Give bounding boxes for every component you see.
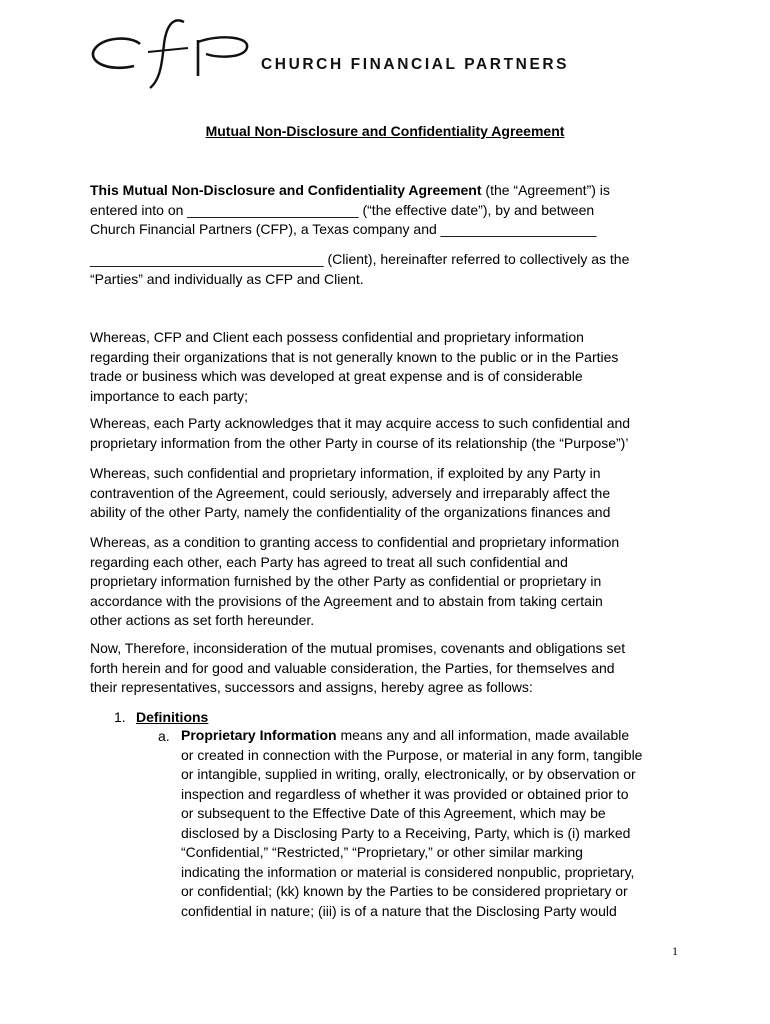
intro-line-2: entered into on ______________________ (“the effective date”), by and between: [90, 201, 595, 218]
text-line: regarding their organizations that is not generally known to the public or in the Parties: [90, 348, 619, 365]
text-line: contravention of the Agreement, could seriously, adversely and irreparably affect the: [90, 484, 611, 501]
text-line: “Confidential,” “Restricted,” “Proprietary,” or other similar marking: [181, 844, 583, 860]
intro-bold-lead: This Mutual Non-Disclosure and Confidentiality Agreement: [90, 182, 482, 198]
section-1-heading: Definitions: [136, 709, 209, 725]
text-line: or created in connection with the Purpose, or material in any form, tangible: [181, 746, 643, 763]
text-line: accordance with the provisions of the Agreement and to abstain from taking certain: [90, 592, 603, 609]
text-line: confidential in nature; (iii) is of a nature that the Disclosing Party would: [181, 902, 617, 919]
whereas-paragraph-1: [90, 328, 690, 406]
text-line: Whereas, each Party acknowledges that it may acquire access to such confidential and: [90, 415, 631, 431]
text-line: or confidential; (kk) known by the Parties to be considered proprietary or: [181, 883, 628, 899]
text-line: trade or business which was developed at great expense and is of considerable: [90, 368, 583, 384]
item-a-body: [181, 726, 701, 921]
text-line: Whereas, as a condition to granting access to confidential and proprietary information: [90, 534, 620, 550]
text-line: Now, Therefore, inconsideration of the mutual promises, covenants and obligations set: [90, 640, 626, 656]
text-line: inspection and regardless of whether it was provided or obtained prior to: [181, 785, 629, 802]
text-line: forth herein and for good and valuable consideration, the Parties, for themselves and: [90, 659, 615, 676]
intro-line-3: Church Financial Partners (CFP), a Texas company and ____________________: [90, 221, 597, 237]
intro-line-1: [90, 181, 690, 201]
text-line: or subsequent to the Effective Date of this Agreement, which may be: [181, 805, 606, 821]
text-line: other actions as set forth hereunder.: [90, 612, 315, 628]
intro-paragraph-cont: [90, 250, 690, 289]
text-line: disclosed by a Disclosing Party to a Receiving, Party, which is (i) marked: [181, 824, 631, 841]
whereas-paragraph-4: [90, 533, 690, 631]
cfp-logo-mark: [88, 14, 258, 94]
whereas-paragraph-3: [90, 464, 690, 523]
page-number: 1: [672, 944, 678, 958]
section-1-number: 1.: [114, 709, 126, 725]
text-line: importance to each party;: [90, 387, 248, 404]
text-line: or intangible, supplied in writing, orally, electronically, or by observation or: [181, 766, 636, 782]
item-a-term: Proprietary Information: [181, 727, 337, 743]
text-line: their representatives, successors and assigns, hereby agree as follows:: [90, 679, 533, 695]
text-line: indicating the information or material is considered nonpublic, proprietary,: [181, 863, 635, 880]
text-line: proprietary information furnished by the other Party as confidential or proprietary in: [90, 573, 602, 589]
item-a-first-line-rest: means any and all information, made available: [336, 727, 630, 743]
text-line: regarding each other, each Party has agreed to treat all such confidential and: [90, 553, 568, 570]
whereas-paragraph-2: [90, 414, 690, 453]
item-a-letter: a.: [158, 728, 170, 744]
intro-line-1-rest: (the “Agreement”) is: [481, 182, 610, 198]
intro-line-4: ______________________________ (Client), hereinafter referred to collectively as the: [90, 251, 630, 267]
text-line: ability of the other Party, namely the confidentiality of the organizations finances and: [90, 504, 611, 520]
text-line: Whereas, CFP and Client each possess confidential and proprietary information: [90, 329, 584, 345]
logo-company-name: CHURCH FINANCIAL PARTNERS: [261, 56, 570, 73]
intro-paragraph: [90, 181, 690, 240]
item-a-first-line: [181, 726, 701, 746]
agreement-title: Mutual Non-Disclosure and Confidentiality Agreement: [205, 123, 565, 139]
now-therefore-paragraph: [90, 639, 690, 698]
intro-line-5: “Parties” and individually as CFP and Client.: [90, 270, 364, 287]
text-line: Whereas, such confidential and proprietary information, if exploited by any Party in: [90, 465, 601, 481]
text-line: proprietary information from the other Party in course of its relationship (the “Purpose”)’: [90, 434, 629, 451]
cfp-logo: [88, 14, 688, 94]
